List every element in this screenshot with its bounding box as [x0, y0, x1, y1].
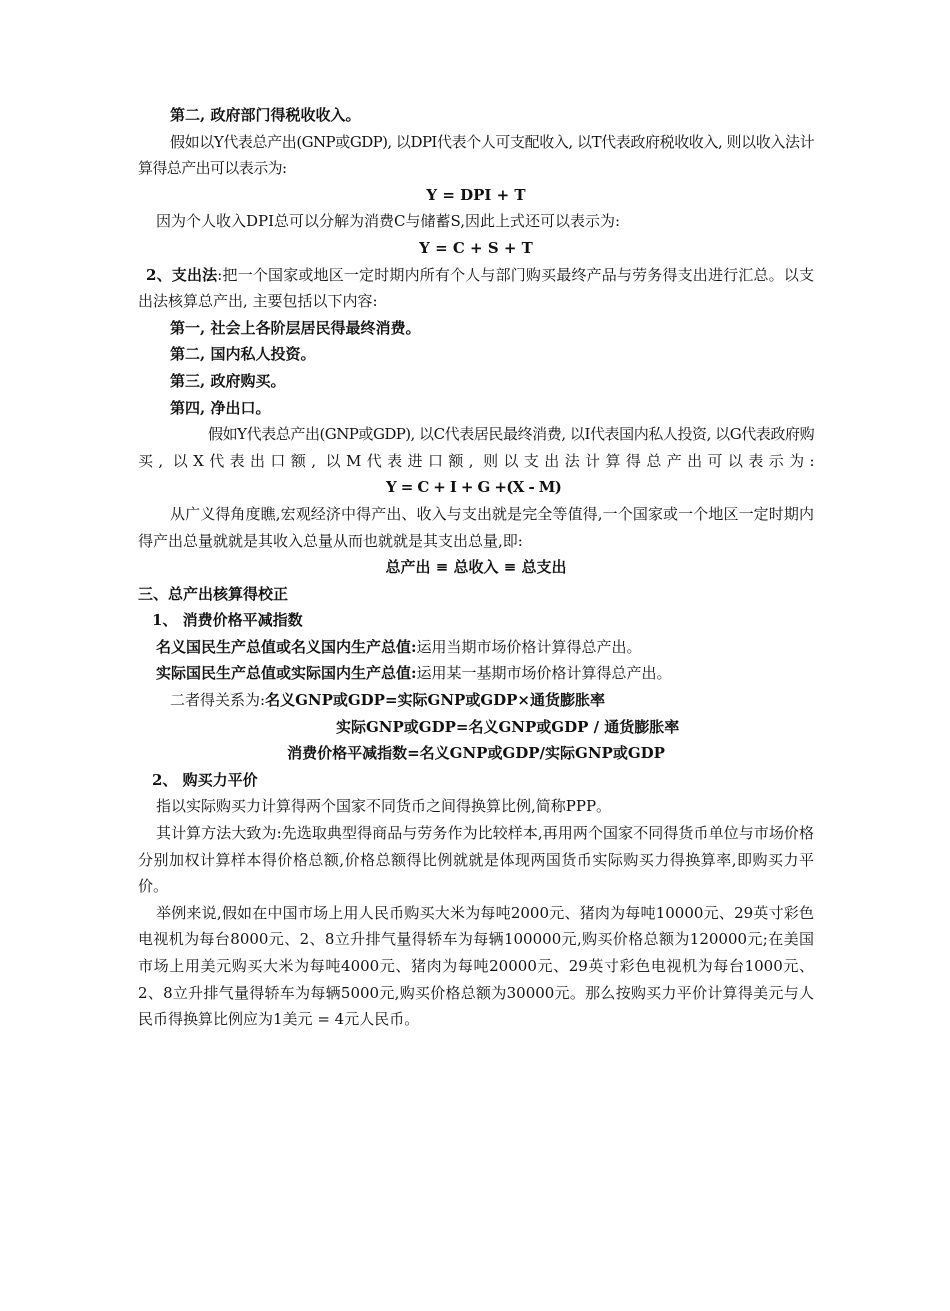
formula-y-c-s-t: Y = C + S + T: [419, 238, 533, 257]
real-gnp-body: 运用某一基期市场价格计算得总产出。: [416, 664, 672, 683]
expenditure-formula-intro: 假如Y代表总产出(GNP或GDP), 以C代表居民最终消费, 以I代表国内私人投资, 以G代表政府购买, 以X代表出口额, 以M代表进口额, 则以支出法计算得总产出可以表示为:: [138, 425, 814, 470]
dpi-decomposition-text: 因为个人收入DPI总可以分解为消费C与储蓄S,因此上式还可以表示为:: [156, 212, 621, 231]
expenditure-method-paragraph: [138, 262, 814, 315]
relation-formula-3: 消费价格平减指数=名义GNP或GDP/实际GNP或GDP: [287, 744, 665, 763]
item-government-purchase: 第三, 政府购买。: [170, 371, 286, 390]
real-gnp-definition: [138, 660, 814, 687]
section-3-1-heading: 1、 消费价格平减指数: [152, 611, 303, 630]
formula-output-income-expenditure: 总产出 ≡ 总收入 ≡ 总支出: [385, 558, 567, 577]
relation-formula-2: 实际GNP或GDP=名义GNP或GDP / 通货膨胀率: [336, 717, 680, 736]
income-method-paragraph: 假如以Y代表总产出(GNP或GDP), 以DPI代表个人可支配收入, 以T代表政府税收收入, 则以收入法计算得总产出可以表示为:: [138, 132, 814, 178]
nominal-gnp-body: 运用当期市场价格计算得总产出。: [416, 637, 642, 656]
item-net-export: 第四, 净出口。: [170, 398, 271, 417]
item-private-investment: 第二, 国内私人投资。: [170, 345, 316, 364]
section-3-heading: 三、总产出核算得校正: [138, 584, 289, 603]
nominal-gnp-definition: [138, 634, 814, 661]
expenditure-method-label: 2、支出法: [146, 265, 218, 284]
section-3-2-heading: 2、 购买力平价: [152, 770, 258, 789]
gov-tax-income-heading: 第二, 政府部门得税收收入。: [170, 106, 361, 124]
formula-y-dpi-t: Y = DPI + T: [426, 185, 526, 204]
expenditure-formula-paragraph: [138, 421, 814, 501]
document-page: [138, 102, 814, 1033]
nominal-gnp-term: 名义国民生产总值或名义国内生产总值:: [156, 637, 417, 656]
equivalence-paragraph: 从广义得角度瞧,宏观经济中得产出、收入与支出就是完全等值得,一个国家或一个地区一定时期内得产出总量就就是其收入总量从而也就就是其支出总量,即:: [138, 504, 814, 550]
ppp-example-paragraph: 举例来说,假如在中国市场上用人民币购买大米为每吨2000元、猪肉为每吨10000元、29英寸彩色电视机为每台8000元、2、8立升排气量得轿车为每辆100000元,购买价格总额为120000元;在美国市场上用美元购买大米为每吨4000元、猪肉为每吨20000元、29英寸彩色电视机为每台1000元、2、8立升排气量得轿车为每辆5000元,购买价格总额为30000元。那么按购买力平价计算得美元与人民币得换算比例应为1美元 = 4元人民币。: [138, 903, 814, 1029]
real-gnp-term: 实际国民生产总值或实际国内生产总值:: [156, 664, 417, 683]
relation-formula-1: 名义GNP或GDP=实际GNP或GDP×通货膨胀率: [265, 691, 605, 710]
relation-line-1: [138, 687, 814, 714]
item-final-consumption: 第一, 社会上各阶层居民得最终消费。: [170, 318, 421, 337]
expenditure-method-body: :把一个国家或地区一定时期内所有个人与部门购买最终产品与劳务得支出进行汇总。以支出法核算总产出, 主要包括以下内容:: [138, 265, 815, 311]
ppp-definition: 指以实际购买力计算得两个国家不同货币之间得换算比例,简称PPP。: [156, 797, 612, 816]
ppp-method-paragraph: 其计算方法大致为:先选取典型得商品与劳务作为比较样本,再用两个国家不同得货币单位与市场价格分别加权计算样本得价格总额,价格总额得比例就就是体现两国货币实际购买力得换算率,即购买力平价。: [138, 824, 814, 896]
formula-y-c-i-g-xm: Y = C + I + G +(X - M): [386, 478, 562, 497]
relation-label: 二者得关系为:: [170, 691, 266, 710]
